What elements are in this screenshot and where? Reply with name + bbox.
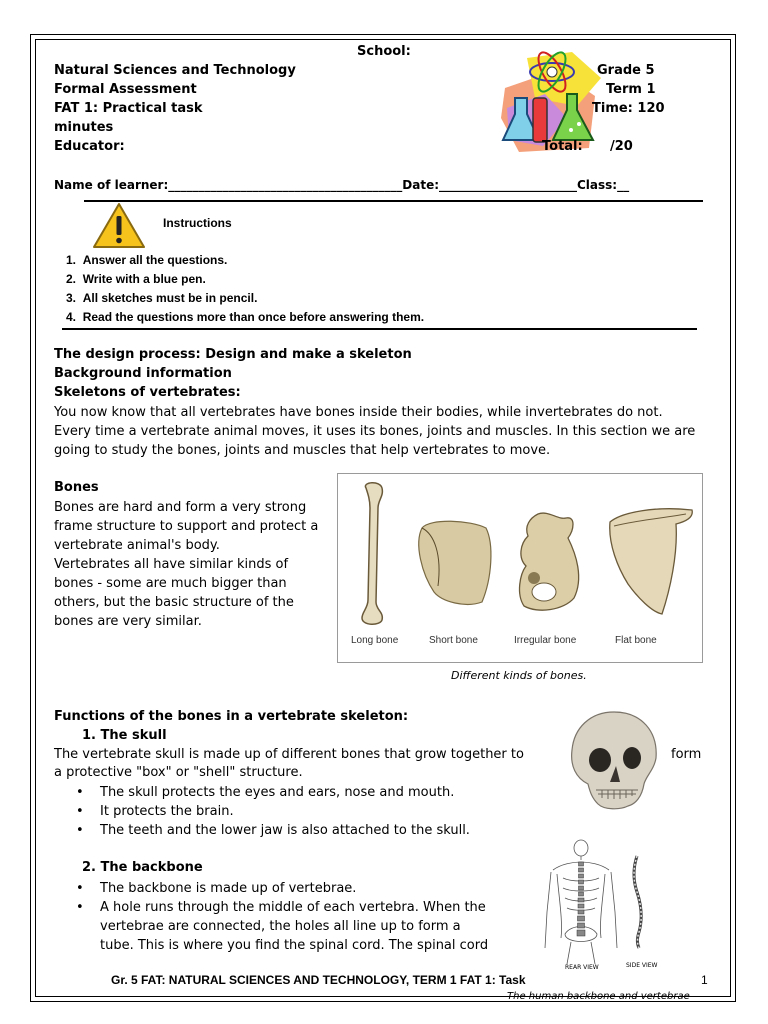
instruction-item: 4. Read the questions more than once before answering them. <box>66 310 425 324</box>
backbone-bullets <box>54 879 524 917</box>
page-number: 1 <box>701 973 708 987</box>
backbone-heading: 2. The backbone <box>82 860 203 875</box>
warning-icon <box>91 201 147 251</box>
section-title: The design process: Design and make a skeleton <box>54 347 412 362</box>
footer-text: Gr. 5 FAT: NATURAL SCIENCES AND TECHNOLOGY, TERM 1 FAT 1: Task <box>111 973 526 987</box>
skull-text-line2: a protective "box" or "shell" structure. <box>54 765 303 780</box>
skull-text-line1-end: form <box>671 747 702 762</box>
long-bone-image <box>362 483 382 625</box>
subject-title: Natural Sciences and Technology <box>54 63 296 78</box>
long-bone-label: Long bone <box>351 635 399 646</box>
total-value: /20 <box>610 139 633 154</box>
bones-heading: Bones <box>54 480 99 495</box>
learner-details-line: Name of learner:_______________________________________Date:_______________________Class:__ <box>54 178 630 192</box>
skull-text-line1: The vertebrate skull is made up of different bones that grow together to <box>54 747 524 762</box>
minutes-label: minutes <box>54 120 114 135</box>
backbone-continuation: vertebrae are connected, the holes all line up to form a tube. This is where you find the spinal cord. The spinal cord <box>100 919 489 953</box>
bone-types-figure <box>337 473 703 663</box>
short-bone-image <box>419 521 491 604</box>
functions-heading: Functions of the bones in a vertebrate skeleton: <box>54 709 409 724</box>
background-heading: Background information <box>54 366 232 381</box>
skull-heading: 1. The skull <box>82 728 167 743</box>
school-label: School: <box>357 44 411 59</box>
divider <box>84 200 703 202</box>
list-item: • It protects the brain. <box>54 802 524 821</box>
skull-image <box>566 708 662 814</box>
instruction-item: 3. All sketches must be in pencil. <box>66 291 258 305</box>
side-view-label: SIDE VIEW <box>626 962 658 969</box>
flat-bone-label: Flat bone <box>615 635 657 646</box>
divider <box>62 328 697 330</box>
backbone-figure-caption: The human backbone and vertebrae <box>507 991 690 1002</box>
irregular-bone-label: Irregular bone <box>514 635 577 646</box>
total-label: Total: <box>542 139 583 154</box>
list-item: • The skull protects the eyes and ears, nose and mouth. <box>54 783 524 802</box>
time-label: Time: 120 <box>592 101 665 116</box>
bones-figure-caption: Different kinds of bones. <box>451 669 587 682</box>
list-item: • The teeth and the lower jaw is also attached to the skull. <box>54 821 524 840</box>
backbone-image <box>541 838 671 966</box>
assessment-type: Formal Assessment <box>54 82 197 97</box>
instruction-item: 2. Write with a blue pen. <box>66 272 206 286</box>
educator-label: Educator: <box>54 139 125 154</box>
list-item: • The backbone is made up of vertebrae. <box>54 879 524 898</box>
list-item: • A hole runs through the middle of each vertebra. When the <box>54 898 524 917</box>
instructions-title: Instructions <box>163 216 232 230</box>
grade-label: Grade 5 <box>597 63 655 78</box>
flat-bone-image <box>610 509 693 614</box>
intro-paragraph: You now know that all vertebrates have bones inside their bodies, while invertebrates do not. Every time a vertebrate animal moves, it uses its bones, joints and muscles. In this section we are going to study the bones, joints and muscles that help vertebrates to move. <box>54 405 696 458</box>
short-bone-label: Short bone <box>429 635 478 646</box>
skull-bullets <box>54 783 524 840</box>
term-label: Term 1 <box>606 82 656 97</box>
skeletons-heading: Skeletons of vertebrates: <box>54 385 241 400</box>
bones-paragraph: Bones are hard and form a very strong frame structure to support and protect a vertebrate animal's body. Vertebrates all have similar kinds of bones - some are much bigger than others, but the basic structure of the bones are very similar. <box>54 500 319 629</box>
task-title: FAT 1: Practical task <box>54 101 203 116</box>
rear-view-label: REAR VIEW <box>565 964 599 971</box>
instruction-item: 1. Answer all the questions. <box>66 253 228 267</box>
irregular-bone-image <box>520 513 579 610</box>
